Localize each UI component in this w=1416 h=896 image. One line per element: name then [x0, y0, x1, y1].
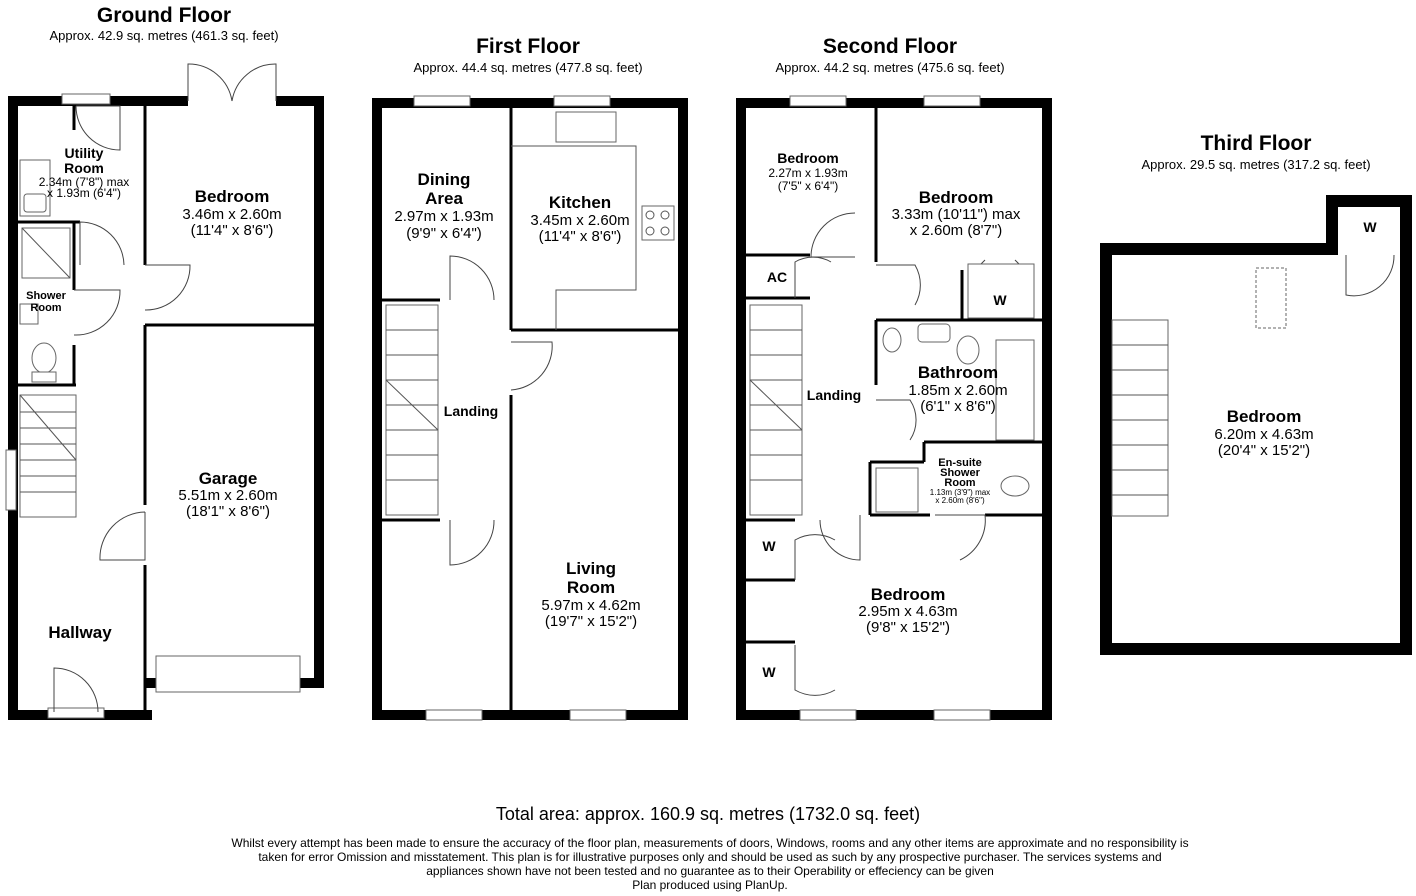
first-kitchen-name: Kitchen: [548, 193, 612, 212]
ground-toilet-cistern: [32, 372, 56, 382]
first-landing-door: [450, 520, 494, 565]
second-ensuite-shower-icon: [876, 468, 918, 512]
second-rear-bed-name: Bedroom: [870, 585, 946, 604]
third-wall-top: [1100, 243, 1338, 255]
ground-utility-door: [76, 106, 120, 150]
first-wall-left: [372, 98, 382, 720]
second-small-bed-door: [811, 213, 855, 257]
second-landing-name: Landing: [806, 387, 862, 403]
ground-wall-top-mid: [144, 96, 188, 106]
ground-utility-dim-1: 2.34m (7'8") max: [38, 175, 130, 189]
ground-utility-name-1: Utility: [64, 145, 104, 161]
first-living-dim-2: (19'7" x 15'2"): [544, 613, 638, 630]
ground-garage-door-icon: [156, 656, 300, 692]
second-small-bed-dim-2: (7'5" x 6'4"): [777, 179, 839, 193]
third-floor: [1100, 132, 1412, 655]
third-wall-left: [1100, 243, 1112, 655]
ground-bedroom-name: Bedroom: [194, 187, 270, 206]
ground-front-door-frame: [48, 708, 104, 718]
second-ensuite-name-3: Room: [944, 477, 976, 489]
third-wardrobe-door: [1346, 255, 1394, 296]
second-floor-title: Second Floor: [822, 35, 958, 58]
first-living-window-1: [426, 710, 482, 720]
second-wardrobe-box: [968, 264, 1034, 318]
first-living-window-2: [570, 710, 626, 720]
third-floor-area: Approx. 29.5 sq. metres (317.2 sq. feet): [1141, 157, 1371, 172]
ground-floor-area: Approx. 42.9 sq. metres (461.3 sq. feet): [49, 28, 279, 43]
second-floor: [736, 35, 1052, 720]
ground-utility-dim-2: x 1.93m (6'4"): [47, 186, 121, 200]
second-ac-door: [795, 257, 831, 298]
ground-utility-sink-icon: [24, 194, 46, 212]
first-kitchen-dim-2: (11'4" x 8'6"): [538, 228, 622, 245]
third-floor-title: Third Floor: [1200, 132, 1312, 155]
first-living-door: [511, 342, 552, 390]
ground-floor-title: Ground Floor: [96, 4, 232, 27]
second-rear-bed-dim-2: (9'8" x 15'2"): [866, 619, 950, 636]
second-bedroom-main-window: [924, 96, 980, 106]
ground-shower-name-2: Room: [30, 302, 62, 314]
ground-bedroom-dim-1: 3.46m x 2.60m: [182, 206, 282, 223]
second-rear-bed-dim-1: 2.95m x 4.63m: [858, 603, 958, 620]
ground-hallway-name: Hallway: [48, 623, 112, 642]
ground-bedroom-door: [145, 265, 190, 310]
ground-wall-left: [8, 96, 18, 720]
second-wall-left: [736, 98, 746, 720]
ground-utility-window: [62, 94, 110, 104]
second-main-bed-name: Bedroom: [918, 188, 994, 207]
second-floor-area: Approx. 44.2 sq. metres (475.6 sq. feet): [775, 60, 1005, 75]
ground-floor: [6, 4, 324, 720]
third-wall-right: [1400, 195, 1412, 655]
disclaimer: [210, 836, 1210, 892]
second-ensuite-door: [935, 515, 985, 560]
first-living-name-1: Living: [565, 559, 617, 578]
second-bath-bidet-icon: [957, 336, 979, 364]
second-wardrobe-1-label: W: [993, 292, 1007, 308]
second-ensuite-dim-1: 1.13m (3'9") max: [929, 488, 991, 497]
second-bathroom-dim-2: (6'1" x 8'6"): [920, 398, 996, 415]
second-ac-label: AC: [766, 269, 788, 285]
ground-french-door-right: [232, 64, 276, 101]
ground-garage-door: [100, 512, 145, 560]
second-bathroom-door: [876, 400, 916, 440]
second-wall-bottom: [736, 710, 1052, 720]
first-wall-bottom: [372, 710, 688, 720]
second-bedroom-small-window: [790, 96, 846, 106]
second-rear-bed-door: [820, 515, 860, 560]
second-main-bed-dim-2: x 2.60m (8'7"): [909, 222, 1003, 239]
second-ensuite-name-1: En-suite: [938, 457, 982, 469]
second-bathroom-name: Bathroom: [917, 363, 999, 382]
first-kitchen-dim-1: 3.45m x 2.60m: [530, 212, 630, 229]
total-area: Total area: approx. 160.9 sq. metres (1732.0 sq. feet): [495, 804, 921, 824]
ground-garage-dim-2: (18'1" x 8'6"): [186, 503, 270, 520]
first-living-name-2: Room: [566, 578, 616, 597]
second-ensuite-dim-2: x 2.60m (8'6"): [935, 496, 985, 505]
first-landing-name: Landing: [443, 403, 499, 419]
disclaimer-line-4: Plan produced using PlanUp.: [632, 878, 788, 892]
first-dining-dim-2: (9'9" x 6'4"): [406, 225, 482, 242]
third-skylight-icon: [1256, 268, 1286, 328]
first-dining-name-1: Dining: [417, 170, 471, 189]
third-wall-box-left: [1326, 195, 1338, 255]
first-floor-title: First Floor: [476, 35, 580, 58]
second-bath-basin-icon: [918, 324, 950, 342]
second-bath-toilet-icon: [883, 328, 901, 352]
first-stairs: [386, 305, 438, 515]
ground-utility-name-2: Room: [64, 160, 104, 176]
ground-garage-name: Garage: [198, 469, 258, 488]
third-bedroom-dim-1: 6.20m x 4.63m: [1214, 426, 1314, 443]
second-small-bed-name: Bedroom: [777, 150, 839, 166]
second-bathroom-dim-1: 1.85m x 2.60m: [908, 382, 1008, 399]
second-ensuite-name-2: Shower: [940, 467, 980, 479]
third-wall-bottom: [1100, 643, 1412, 655]
first-floor-area: Approx. 44.4 sq. metres (477.8 sq. feet): [413, 60, 643, 75]
ground-shower-door: [74, 290, 120, 335]
first-dining-window: [414, 96, 470, 106]
second-w1-door: [795, 535, 835, 580]
disclaimer-line-1: Whilst every attempt has been made to ensure the accuracy of the floor plan, measurements of doors, Windows, rooms and any other items are approximate and no responsibility is: [231, 836, 1189, 850]
first-floor: [372, 35, 688, 720]
second-ensuite-toilet-icon: [1001, 476, 1029, 496]
disclaimer-line-3: appliances shown have not been tested and no guarantee as to their Operability or effeciency can be given: [426, 864, 994, 878]
second-stairs: [750, 305, 802, 515]
third-wardrobe-label: W: [1363, 219, 1377, 235]
third-wall-top-box: [1326, 195, 1412, 207]
second-main-bed-dim-1: 3.33m (10'11") max: [891, 206, 1021, 223]
ground-stairs: [20, 395, 76, 517]
ground-hall-window: [6, 450, 16, 510]
third-bedroom-dim-2: (20'4" x 15'2"): [1217, 442, 1311, 459]
second-wall-top: [736, 98, 1052, 108]
first-living-dim-1: 5.97m x 4.62m: [541, 597, 641, 614]
first-dining-dim-1: 2.97m x 1.93m: [394, 208, 494, 225]
second-w2-door: [795, 645, 835, 695]
ground-french-door-left: [188, 64, 232, 101]
ground-wall-right: [314, 96, 324, 688]
ground-bedroom-dim-2: (11'4" x 8'6"): [190, 222, 274, 239]
third-stairs: [1112, 320, 1168, 516]
second-bedroom-rear-window-1: [800, 710, 856, 720]
second-small-bed-dim-1: 2.27m x 1.93m: [768, 166, 848, 180]
ground-shower-name-1: Shower: [26, 290, 66, 302]
second-wardrobe-2-label: W: [762, 538, 776, 554]
ground-garage-dim-1: 5.51m x 2.60m: [178, 487, 278, 504]
disclaimer-line-2: taken for error Omission and misstatement. This plan is for illustrative purposes only and should be used as such by any prospective purchaser. The services systems and: [258, 850, 1162, 864]
first-wall-right: [678, 98, 688, 720]
ground-front-door: [54, 668, 98, 712]
first-kitchen-window: [554, 96, 610, 106]
ground-toilet-icon: [32, 343, 56, 373]
third-bedroom-name: Bedroom: [1226, 407, 1302, 426]
first-hob-icon: [642, 206, 674, 240]
first-kitchen-sink-icon: [556, 112, 616, 142]
second-wall-right: [1042, 98, 1052, 720]
second-main-bed-door: [876, 265, 920, 305]
ground-utility-inner-door: [80, 222, 124, 265]
first-dining-name-2: Area: [425, 189, 463, 208]
first-dining-door: [450, 256, 494, 300]
second-bedroom-rear-window-2: [934, 710, 990, 720]
second-wardrobe-3-label: W: [762, 664, 776, 680]
